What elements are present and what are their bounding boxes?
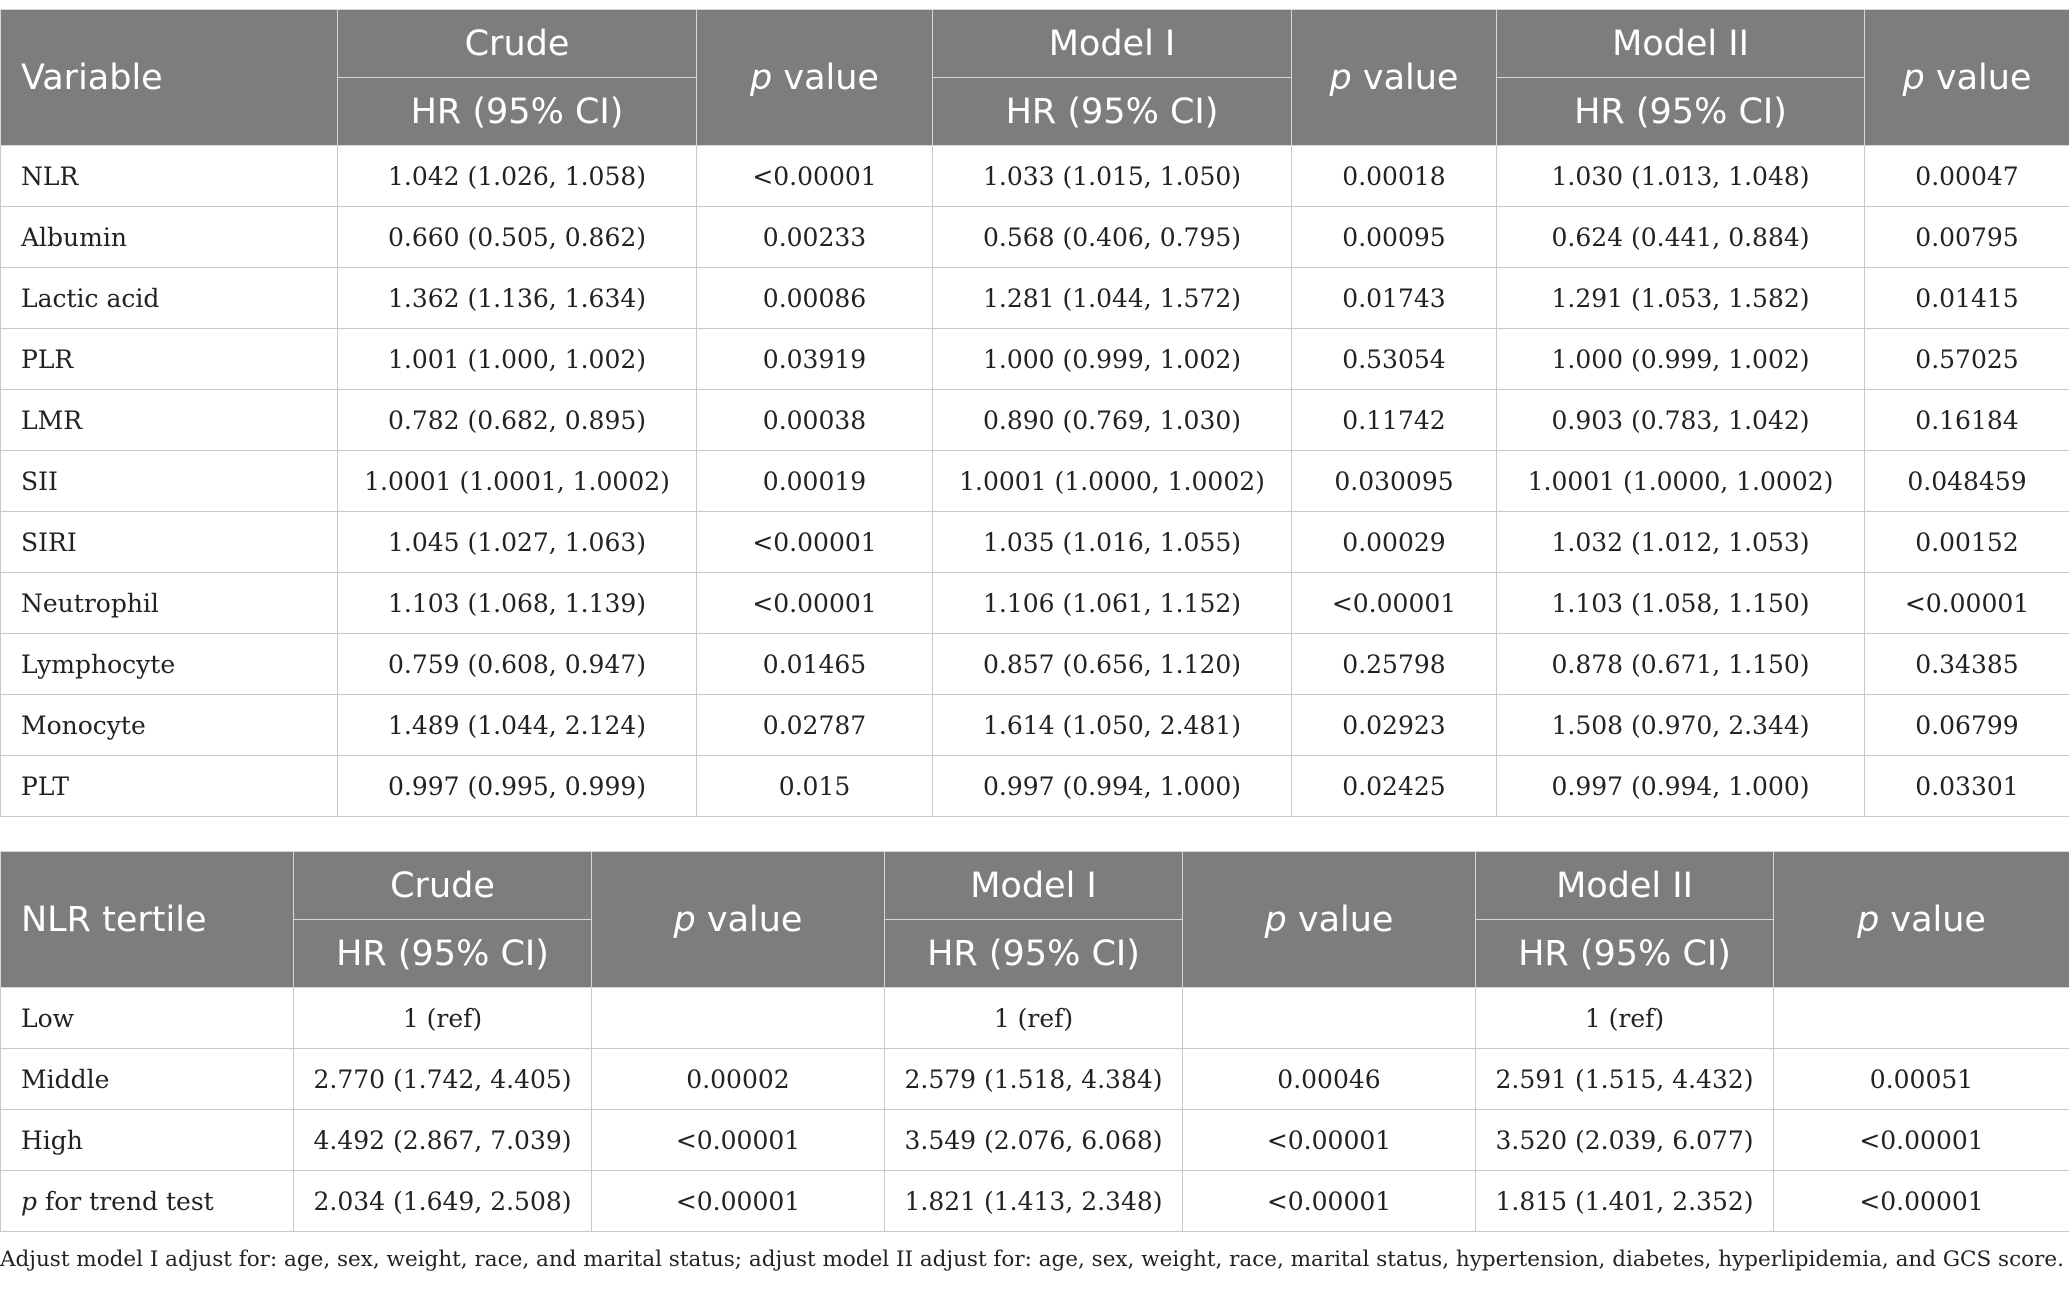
row-variable: Albumin [1, 207, 338, 268]
subheader-hr-model-2: HR (95% CI) [1497, 78, 1865, 146]
cell-model1-hr: 1.281 (1.044, 1.572) [933, 268, 1292, 329]
cell-crude-hr: 1.045 (1.027, 1.063) [338, 512, 697, 573]
cell-model2-hr: 1.508 (0.970, 2.344) [1497, 695, 1865, 756]
cell-model2-hr: 1.000 (0.999, 1.002) [1497, 329, 1865, 390]
cell-model1-p: 0.00046 [1183, 1049, 1476, 1110]
cell-model1-hr: 1.0001 (1.0000, 1.0002) [933, 451, 1292, 512]
table-row [1, 695, 2069, 756]
cell-model1-hr: 0.857 (0.656, 1.120) [933, 634, 1292, 695]
cell-crude-hr: 2.034 (1.649, 2.508) [294, 1171, 592, 1232]
cell-crude-hr: 1.042 (1.026, 1.058) [338, 146, 697, 207]
header-model-1: Model I [885, 852, 1183, 920]
cell-model2-p [1774, 988, 2069, 1049]
cell-model2-p: 0.03301 [1865, 756, 2069, 817]
cell-model2-hr: 0.878 (0.671, 1.150) [1497, 634, 1865, 695]
table-row [1, 756, 2069, 817]
row-variable: SII [1, 451, 338, 512]
cell-crude-p: <0.00001 [592, 1110, 885, 1171]
cell-model1-hr: 0.997 (0.994, 1.000) [933, 756, 1292, 817]
p-italic: p [1264, 899, 1287, 940]
cell-model1-p: <0.00001 [1292, 573, 1497, 634]
cell-crude-p [592, 988, 885, 1049]
cell-model2-p: 0.00152 [1865, 512, 2069, 573]
cell-model2-hr: 1.030 (1.013, 1.048) [1497, 146, 1865, 207]
row-variable: SIRI [1, 512, 338, 573]
cell-crude-hr: 1.103 (1.068, 1.139) [338, 573, 697, 634]
row-variable: PLR [1, 329, 338, 390]
cell-model2-hr: 3.520 (2.039, 6.077) [1476, 1110, 1774, 1171]
p-value-text: value [1286, 899, 1394, 940]
row-tertile: Middle [1, 1049, 294, 1110]
cell-model2-p: 0.01415 [1865, 268, 2069, 329]
row-trend-test [1, 1171, 294, 1232]
cell-crude-p: 0.00038 [697, 390, 933, 451]
header-variable: Variable [1, 10, 338, 146]
p-value-text: value [772, 57, 879, 98]
row-variable: Monocyte [1, 695, 338, 756]
cell-model1-p: 0.25798 [1292, 634, 1497, 695]
table-row [1, 390, 2069, 451]
cell-model2-p: <0.00001 [1774, 1171, 2069, 1232]
header-model-2: Model II [1497, 10, 1865, 78]
header-p-value-crude [592, 852, 885, 988]
cell-crude-p: <0.00001 [592, 1171, 885, 1232]
cell-model2-p: <0.00001 [1774, 1110, 2069, 1171]
cell-model1-hr: 1.614 (1.050, 2.481) [933, 695, 1292, 756]
cell-model1-hr: 0.890 (0.769, 1.030) [933, 390, 1292, 451]
row-variable: PLT [1, 756, 338, 817]
cell-model2-hr: 1.815 (1.401, 2.352) [1476, 1171, 1774, 1232]
table-row [1, 207, 2069, 268]
cell-model1-p: 0.00018 [1292, 146, 1497, 207]
cell-model2-hr: 1 (ref) [1476, 988, 1774, 1049]
cell-model2-hr: 0.997 (0.994, 1.000) [1497, 756, 1865, 817]
subheader-hr-crude: HR (95% CI) [338, 78, 697, 146]
cell-crude-p: <0.00001 [697, 512, 933, 573]
row-tertile: High [1, 1110, 294, 1171]
table-row [1, 1110, 2069, 1171]
cell-model1-hr: 1.035 (1.016, 1.055) [933, 512, 1292, 573]
cell-model2-p: 0.16184 [1865, 390, 2069, 451]
cell-model1-p: 0.11742 [1292, 390, 1497, 451]
cell-model2-p: 0.048459 [1865, 451, 2069, 512]
cell-crude-hr: 1.489 (1.044, 2.124) [338, 695, 697, 756]
table-row [1, 451, 2069, 512]
header-crude: Crude [294, 852, 592, 920]
table-row [1, 573, 2069, 634]
cell-model2-p: 0.00795 [1865, 207, 2069, 268]
subheader-hr-crude: HR (95% CI) [294, 920, 592, 988]
p-value-text: value [1879, 899, 1986, 940]
row-variable: NLR [1, 146, 338, 207]
cell-crude-p: 0.00019 [697, 451, 933, 512]
cell-model2-p: 0.00047 [1865, 146, 2069, 207]
row-tertile: Low [1, 988, 294, 1049]
p-value-text: value [1924, 57, 2032, 98]
cell-crude-p: 0.01465 [697, 634, 933, 695]
cell-crude-hr: 0.782 (0.682, 0.895) [338, 390, 697, 451]
header-nlr-tertile: NLR tertile [1, 852, 294, 988]
table-row [1, 512, 2069, 573]
row-variable: LMR [1, 390, 338, 451]
header-p-value-model-2 [1865, 10, 2069, 146]
cell-crude-hr: 1 (ref) [294, 988, 592, 1049]
cell-crude-p: 0.03919 [697, 329, 933, 390]
cell-crude-p: 0.00233 [697, 207, 933, 268]
subheader-hr-model-1: HR (95% CI) [933, 78, 1292, 146]
p-value-text: value [1351, 57, 1459, 98]
cell-model2-p: 0.06799 [1865, 695, 2069, 756]
cell-crude-p: 0.02787 [697, 695, 933, 756]
table-footnote: Adjust model I adjust for: age, sex, weight, race, and marital status; adjust model II adjust for: age, sex, weight, race, marital status, hypertension, diabetes, hyperlipidemia, and GCS score. [0, 1247, 2064, 1272]
cell-model1-hr: 1 (ref) [885, 988, 1183, 1049]
cell-model1-hr: 1.033 (1.015, 1.050) [933, 146, 1292, 207]
header-model-2: Model II [1476, 852, 1774, 920]
table-row [1, 146, 2069, 207]
header-p-value-model-1 [1292, 10, 1497, 146]
cell-model1-p: <0.00001 [1183, 1171, 1476, 1232]
cell-model2-hr: 1.291 (1.053, 1.582) [1497, 268, 1865, 329]
cell-model2-p: <0.00001 [1865, 573, 2069, 634]
header-p-value-model-1 [1183, 852, 1476, 988]
row-variable: Lactic acid [1, 268, 338, 329]
cell-model1-p: 0.02923 [1292, 695, 1497, 756]
hazard-ratio-table-nlr-tertile [0, 851, 2069, 1232]
cell-model2-p: 0.00051 [1774, 1049, 2069, 1110]
table-row [1, 634, 2069, 695]
p-italic: p [1857, 899, 1880, 940]
table-row [1, 1049, 2069, 1110]
cell-model1-hr: 2.579 (1.518, 4.384) [885, 1049, 1183, 1110]
cell-model1-p: <0.00001 [1183, 1110, 1476, 1171]
cell-crude-hr: 0.759 (0.608, 0.947) [338, 634, 697, 695]
p-value-text: value [695, 899, 803, 940]
cell-model2-p: 0.57025 [1865, 329, 2069, 390]
cell-crude-p: 0.015 [697, 756, 933, 817]
cell-crude-hr: 1.001 (1.000, 1.002) [338, 329, 697, 390]
cell-model1-p [1183, 988, 1476, 1049]
cell-crude-hr: 1.362 (1.136, 1.634) [338, 268, 697, 329]
cell-model1-p: 0.00095 [1292, 207, 1497, 268]
hazard-ratio-table-variables [0, 9, 2069, 817]
p-italic: p [1329, 57, 1352, 98]
cell-model2-hr: 0.624 (0.441, 0.884) [1497, 207, 1865, 268]
cell-model1-hr: 1.000 (0.999, 1.002) [933, 329, 1292, 390]
cell-crude-p: 0.00002 [592, 1049, 885, 1110]
cell-model1-hr: 1.821 (1.413, 2.348) [885, 1171, 1183, 1232]
trend-test-text: for trend test [37, 1186, 214, 1216]
cell-model1-p: 0.030095 [1292, 451, 1497, 512]
p-italic: p [1902, 57, 1925, 98]
row-variable: Neutrophil [1, 573, 338, 634]
subheader-hr-model-2: HR (95% CI) [1476, 920, 1774, 988]
header-crude: Crude [338, 10, 697, 78]
cell-crude-hr: 0.660 (0.505, 0.862) [338, 207, 697, 268]
cell-crude-hr: 0.997 (0.995, 0.999) [338, 756, 697, 817]
cell-crude-hr: 2.770 (1.742, 4.405) [294, 1049, 592, 1110]
cell-model2-hr: 1.032 (1.012, 1.053) [1497, 512, 1865, 573]
row-variable: Lymphocyte [1, 634, 338, 695]
cell-crude-p: 0.00086 [697, 268, 933, 329]
table-row [1, 988, 2069, 1049]
header-p-value-model-2 [1774, 852, 2069, 988]
subheader-hr-model-1: HR (95% CI) [885, 920, 1183, 988]
p-italic: p [750, 57, 773, 98]
cell-model2-hr: 0.903 (0.783, 1.042) [1497, 390, 1865, 451]
cell-model1-hr: 3.549 (2.076, 6.068) [885, 1110, 1183, 1171]
cell-model1-p: 0.01743 [1292, 268, 1497, 329]
cell-model1-p: 0.00029 [1292, 512, 1497, 573]
cell-crude-p: <0.00001 [697, 573, 933, 634]
p-italic: p [673, 899, 696, 940]
cell-model1-p: 0.02425 [1292, 756, 1497, 817]
cell-model2-p: 0.34385 [1865, 634, 2069, 695]
cell-model1-hr: 0.568 (0.406, 0.795) [933, 207, 1292, 268]
header-p-value-crude [697, 10, 933, 146]
cell-model2-hr: 1.0001 (1.0000, 1.0002) [1497, 451, 1865, 512]
header-model-1: Model I [933, 10, 1292, 78]
cell-model2-hr: 2.591 (1.515, 4.432) [1476, 1049, 1774, 1110]
table-row [1, 1171, 2069, 1232]
cell-model1-p: 0.53054 [1292, 329, 1497, 390]
cell-crude-p: <0.00001 [697, 146, 933, 207]
cell-crude-hr: 1.0001 (1.0001, 1.0002) [338, 451, 697, 512]
table-row [1, 268, 2069, 329]
cell-crude-hr: 4.492 (2.867, 7.039) [294, 1110, 592, 1171]
cell-model2-hr: 1.103 (1.058, 1.150) [1497, 573, 1865, 634]
cell-model1-hr: 1.106 (1.061, 1.152) [933, 573, 1292, 634]
table-row [1, 329, 2069, 390]
p-italic: p [21, 1186, 38, 1216]
